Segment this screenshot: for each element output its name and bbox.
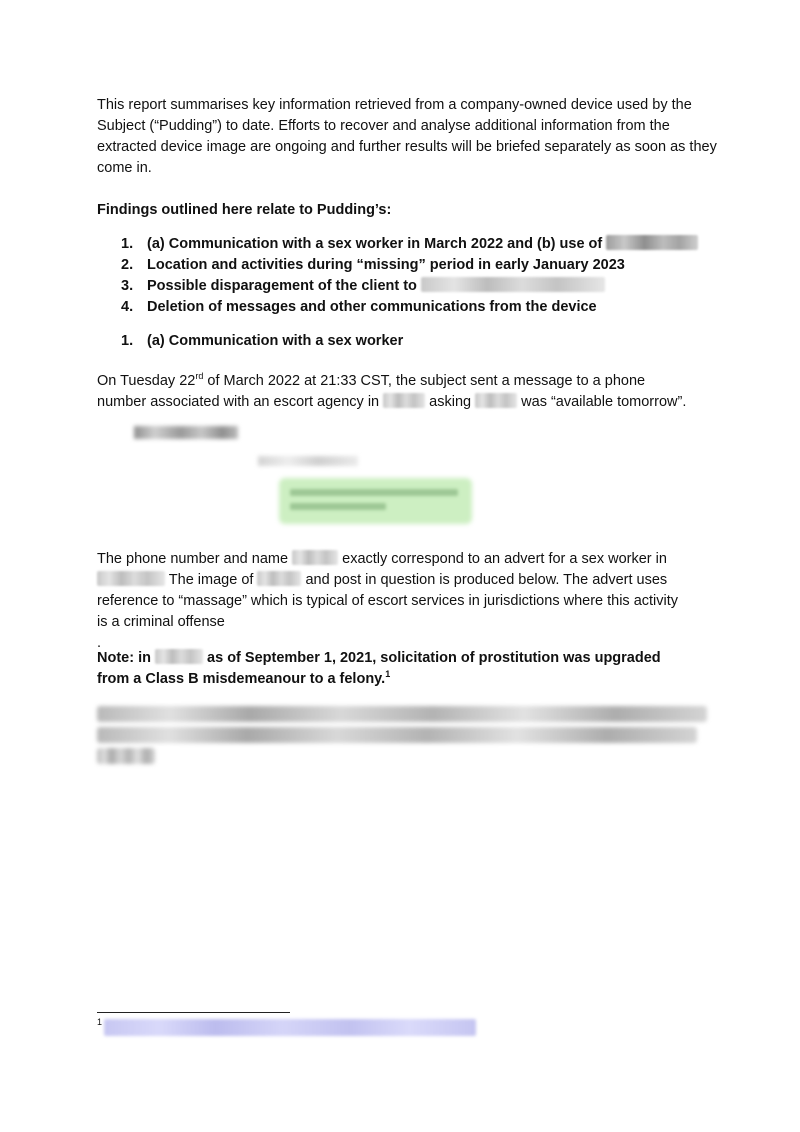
advert-paragraph: The phone number and name exactly correspond to an advert for a sex worker in The image of and post in question is produced below. The advert uses reference to “massage” which is typical of escort services in jurisdictions where this activity is a criminal offense .: [97, 551, 679, 651]
redacted-text: [475, 393, 517, 408]
section-heading: 1. (a) Communication with a sex worker: [121, 333, 404, 349]
findings-list: [121, 234, 721, 318]
intro-paragraph: This report summarises key information retrieved from a company-owned device used by the Subject (“Pudding”) to date. Efforts to recover and analyse additional information from the extracted device image are ongoing and further results will be briefed separately as soon as they come in.: [97, 97, 717, 176]
footnote-separator: [97, 1012, 290, 1013]
redacted-line: [97, 706, 707, 722]
redacted-message-line: [290, 489, 458, 496]
message-bubble: [279, 478, 472, 524]
footnote-marker: 1: [385, 669, 391, 680]
redacted-footnote-link: [104, 1019, 476, 1036]
findings-item: 3. Possible disparagement of the client to: [121, 276, 721, 297]
message-paragraph: On Tuesday 22rd of March 2022 at 21:33 CST, the subject sent a message to a phone number associated with an escort agency in asking was “available tomorrow”.: [97, 371, 687, 410]
redacted-message-line: [290, 503, 386, 510]
redacted-text: [421, 277, 605, 292]
redacted-line: [97, 748, 155, 764]
redacted-contact-name: [134, 426, 238, 439]
findings-heading: Findings outlined here relate to Pudding’s:: [97, 202, 392, 218]
redacted-text: [257, 571, 301, 586]
findings-item: 1. (a) Communication with a sex worker in March 2022 and (b) use of: [121, 234, 721, 255]
redacted-text: [606, 235, 698, 250]
redacted-text: [97, 571, 165, 586]
footnote-number: 1: [97, 1017, 103, 1027]
findings-item: 2. Location and activities during “missing” period in early January 2023: [121, 257, 625, 273]
redacted-text: [155, 649, 203, 664]
legal-note: Note: in as of September 1, 2021, solicitation of prostitution was upgraded from a Class B misdemeanour to a felony.$^1$: [97, 650, 661, 687]
redacted-text: [292, 550, 338, 565]
findings-item: 4. Deletion of messages and other communications from the device: [121, 299, 597, 315]
redacted-text: [383, 393, 425, 408]
redacted-line: [97, 727, 697, 743]
redacted-timestamp: [258, 456, 358, 466]
